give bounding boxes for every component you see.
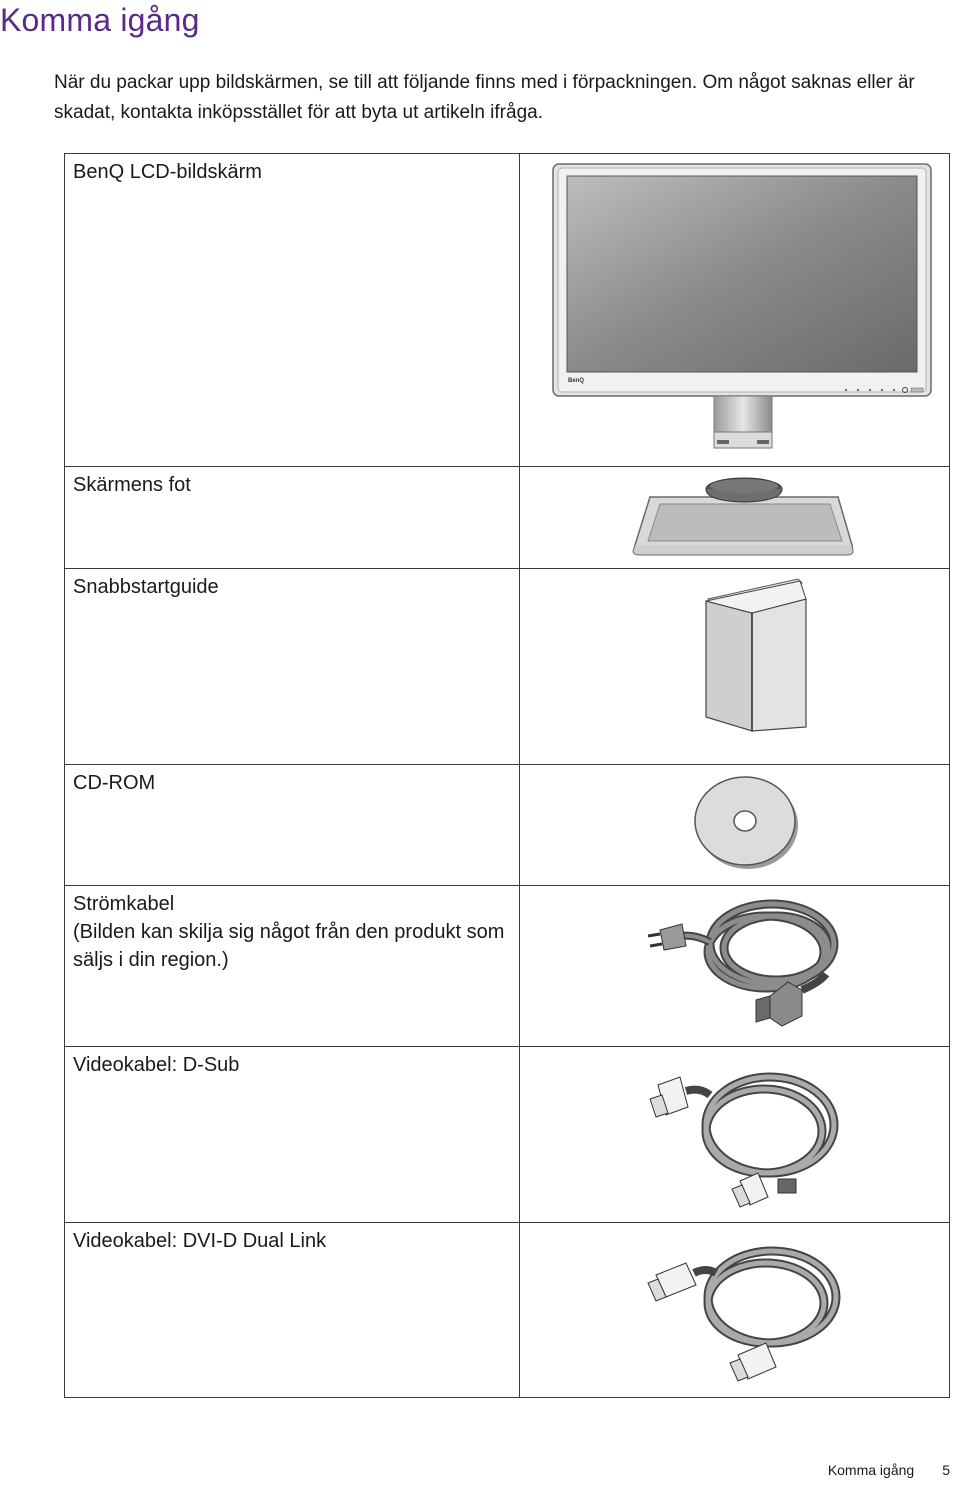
table-row	[65, 569, 950, 765]
item-image-cell	[520, 1223, 950, 1398]
item-label: Skärmens fot	[73, 474, 191, 496]
table-row	[65, 1223, 950, 1398]
dvi-cable-icon	[520, 1223, 960, 1397]
item-label: Strömkabel	[73, 893, 175, 915]
item-image-cell	[520, 467, 950, 569]
table-row	[65, 765, 950, 886]
dsub-cable-icon	[520, 1047, 960, 1222]
table-row	[65, 886, 950, 1047]
monitor-stand-base-icon	[520, 467, 960, 568]
item-note: (Bilden kan skilja sig något från den produkt som säljs i din region.)	[73, 921, 505, 971]
item-label-cell	[65, 886, 520, 1047]
item-image-cell	[520, 154, 950, 467]
power-cable-icon	[520, 886, 960, 1046]
item-label: Videokabel: D-Sub	[73, 1054, 240, 1076]
item-image-cell	[520, 886, 950, 1047]
item-label-cell	[65, 467, 520, 569]
item-label: Snabbstartguide	[73, 576, 219, 598]
item-label-cell	[65, 765, 520, 886]
footer-section: Komma igång	[827, 1462, 915, 1478]
monitor-icon	[520, 154, 960, 466]
table-row	[65, 154, 950, 467]
table-row	[65, 1047, 950, 1223]
quick-start-guide-icon	[520, 569, 960, 764]
page-number: 5	[942, 1462, 950, 1478]
item-image-cell	[520, 569, 950, 765]
item-label-cell	[65, 1047, 520, 1223]
item-image-cell	[520, 1047, 950, 1223]
item-label-cell	[65, 154, 520, 467]
page-title: Komma igång	[0, 2, 200, 38]
item-label-cell	[65, 1223, 520, 1398]
item-label: Videokabel: DVI-D Dual Link	[73, 1230, 327, 1252]
intro-paragraph: När du packar upp bildskärmen, se till att följande finns med i förpackningen. Om något saknas eller är skadat, kontakta inköpsstället för att byta ut artikeln ifråga.	[54, 72, 915, 123]
item-image-cell	[520, 765, 950, 886]
item-label-cell	[65, 569, 520, 765]
package-contents-table	[64, 153, 950, 1398]
item-label: BenQ LCD-bildskärm	[73, 161, 262, 183]
monitor-brand-text: BenQ	[568, 378, 585, 384]
cd-rom-icon	[520, 765, 960, 885]
page-footer	[828, 1462, 950, 1478]
item-label: CD-ROM	[73, 772, 156, 794]
table-row	[65, 467, 950, 569]
